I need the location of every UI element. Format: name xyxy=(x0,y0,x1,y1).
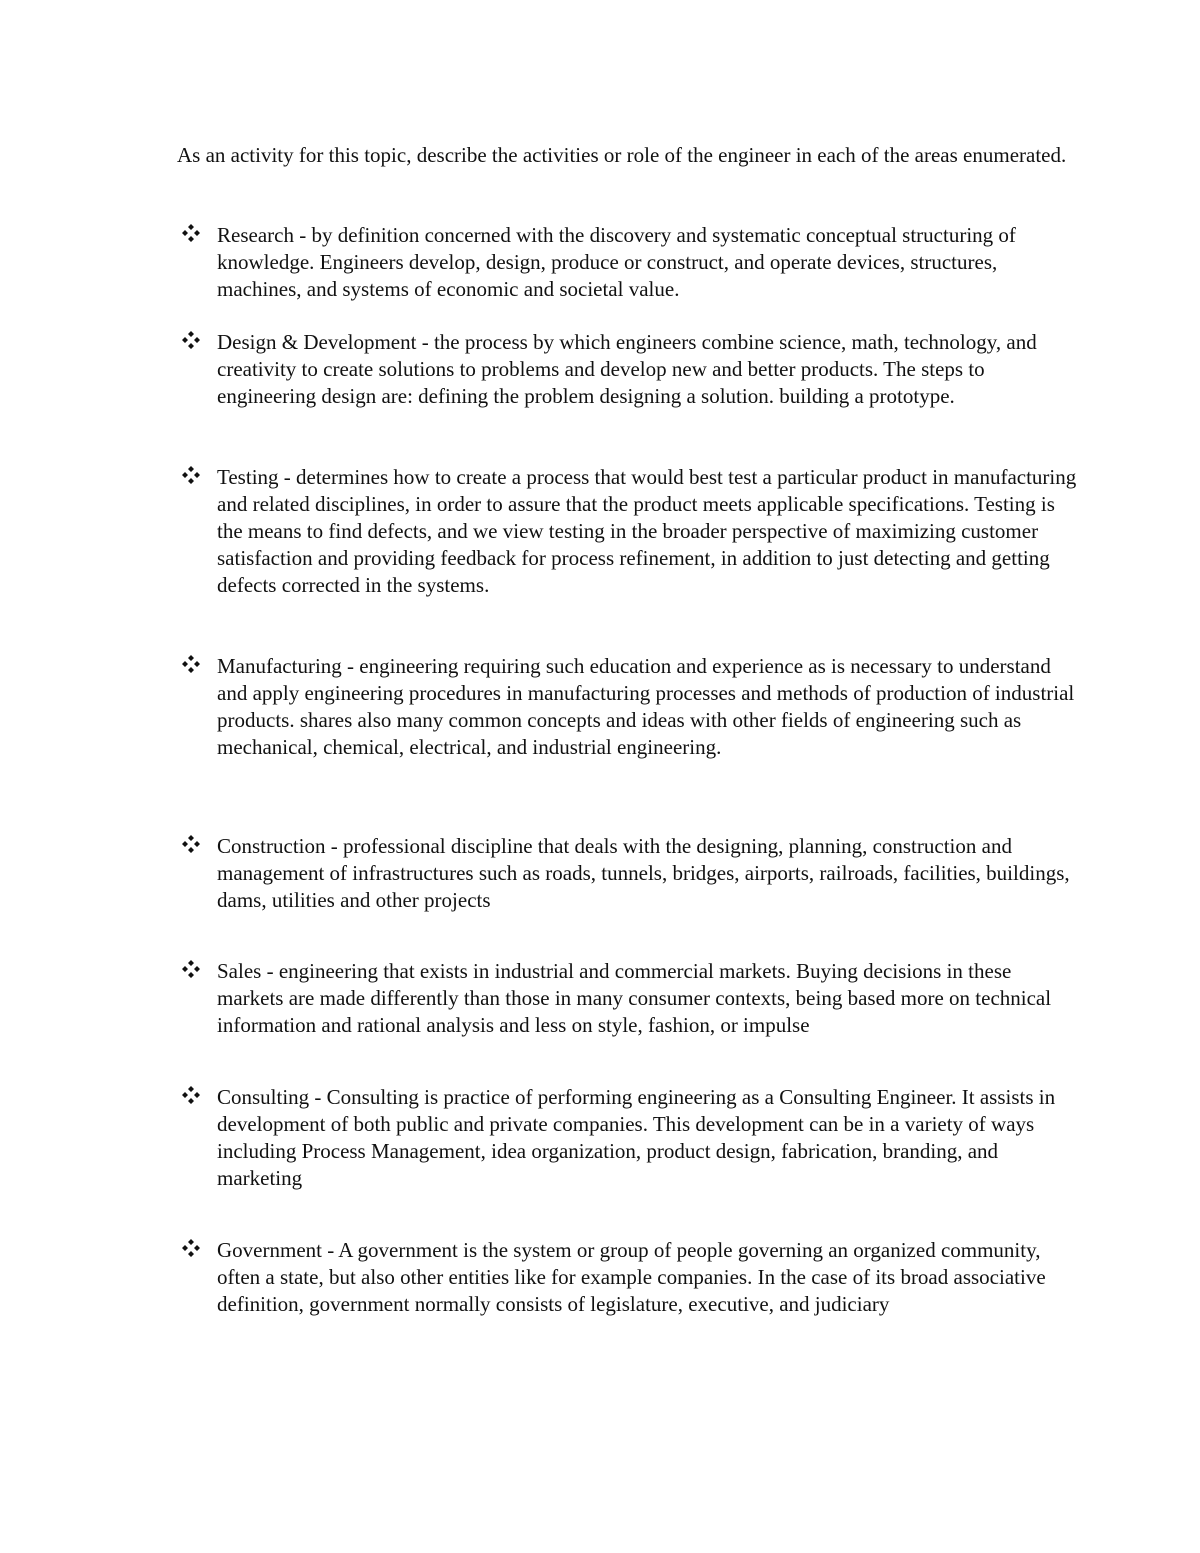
list-item-construction xyxy=(217,833,1077,914)
four-diamond-bullet-icon xyxy=(181,654,201,674)
list-item-government xyxy=(217,1237,1077,1318)
list-item-text: Design & Development - the process by which engineers combine science, math, technology, and creativity to create solutions to problems and develop new and better products. The steps to engineering design are: defining the problem designing a solution. building a prototype. xyxy=(217,330,1037,408)
list-item-text: Testing - determines how to create a process that would best test a particular product in manufacturing and related disciplines, in order to assure that the product meets applicable specifications. Testing is the means to find defects, and we view testing in the broader perspective of maximizing customer satisfaction and providing feedback for process refinement, in addition to just detecting and getting defects corrected in the systems. xyxy=(217,465,1077,597)
list-item-text: Manufacturing - engineering requiring such education and experience as is necessary to understand and apply engineering procedures in manufacturing processes and methods of production of industrial products. shares also many common concepts and ideas with other fields of engineering such as mechanical, chemical, electrical, and industrial engineering. xyxy=(217,654,1075,759)
four-diamond-bullet-icon xyxy=(181,223,201,243)
four-diamond-bullet-icon xyxy=(181,330,201,350)
list-item-testing xyxy=(217,464,1077,599)
list-item-manufacturing xyxy=(217,653,1077,761)
list-item-text: Consulting - Consulting is practice of performing engineering as a Consulting Engineer. It assists in development of both public and private companies. This development can be in a variety of ways including Process Management, idea organization, product design, fabrication, branding, and marketing xyxy=(217,1085,1056,1190)
list-item-research xyxy=(217,222,1077,303)
list-item-text: Government - A government is the system or group of people governing an organized community, often a state, but also other entities like for example companies. In the case of its broad associative definition, government normally consists of legislature, executive, and judiciary xyxy=(217,1238,1046,1316)
four-diamond-bullet-icon xyxy=(181,1085,201,1105)
four-diamond-bullet-icon xyxy=(181,1238,201,1258)
four-diamond-bullet-icon xyxy=(181,465,201,485)
four-diamond-bullet-icon xyxy=(181,959,201,979)
list-item-consulting xyxy=(217,1084,1077,1192)
list-item-design-development xyxy=(217,329,1077,410)
list-item-text: Research - by definition concerned with the discovery and systematic conceptual structuring of knowledge. Engineers develop, design, produce or construct, and operate devices, structures, machines, and systems of economic and societal value. xyxy=(217,223,1016,301)
list-item-text: Sales - engineering that exists in industrial and commercial markets. Buying decisions in these markets are made differently than those in many consumer contexts, being based more on technical information and rational analysis and less on style, fashion, or impulse xyxy=(217,959,1052,1037)
four-diamond-bullet-icon xyxy=(181,834,201,854)
intro-paragraph: As an activity for this topic, describe the activities or role of the engineer in each of the areas enumerated. xyxy=(177,143,1067,167)
list-item-sales xyxy=(217,958,1077,1039)
list-item-text: Construction - professional discipline that deals with the designing, planning, construction and management of infrastructures such as roads, tunnels, bridges, airports, railroads, facilities, buildings, dams, utilities and other projects xyxy=(217,834,1070,912)
